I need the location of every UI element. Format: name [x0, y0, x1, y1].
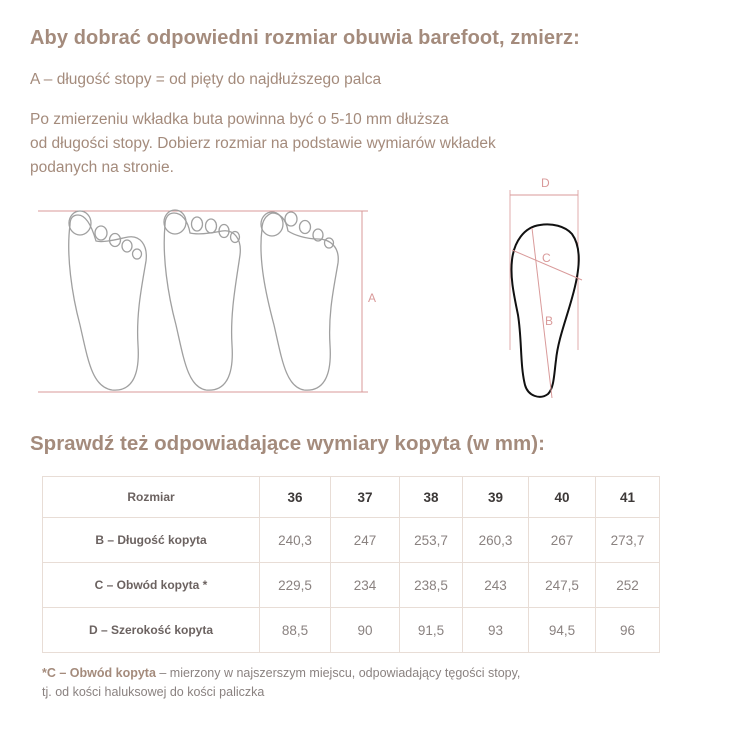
table-cell: 247	[331, 518, 400, 563]
footnote-term: *C – Obwód kopyta	[42, 666, 156, 680]
feet-measurement-illustration	[0, 195, 420, 405]
table-cell: 267	[529, 518, 596, 563]
table-cell: 88,5	[260, 608, 331, 653]
table-cell: 238,5	[400, 563, 463, 608]
table-row	[43, 563, 660, 608]
table-cell: 229,5	[260, 563, 331, 608]
table-row	[43, 608, 660, 653]
table-cell: 90	[331, 608, 400, 653]
insole-note	[30, 108, 496, 180]
size-header: 40	[529, 477, 596, 518]
label-b: B	[545, 314, 554, 328]
table-cell: 273,7	[596, 518, 660, 563]
foot-1	[69, 211, 147, 390]
footnote-line	[42, 664, 520, 683]
table-cell: 260,3	[463, 518, 529, 563]
row-label: B – Długość kopyta	[43, 518, 260, 563]
footnote-text: – mierzony w najszerszym miejscu, odpowiadający tęgości stopy,	[155, 666, 521, 680]
label-c: C	[542, 251, 551, 265]
footnote-line: tj. od kości haluksowej do kości paliczka	[42, 685, 265, 699]
foot-2	[164, 210, 240, 390]
size-header: 39	[463, 477, 529, 518]
table-cell: 240,3	[260, 518, 331, 563]
table-cell: 94,5	[529, 608, 596, 653]
table-cell: 253,7	[400, 518, 463, 563]
foot-3	[261, 212, 338, 390]
table-cell: 96	[596, 608, 660, 653]
page-title: Aby dobrać odpowiedni rozmiar obuwia barefoot, zmierz:	[30, 27, 580, 49]
size-header: 38	[400, 477, 463, 518]
table-row	[43, 518, 660, 563]
table-cell: 234	[331, 563, 400, 608]
size-header: 41	[596, 477, 660, 518]
size-header: 37	[331, 477, 400, 518]
table-cell: 252	[596, 563, 660, 608]
insole-note-line: od długości stopy. Dobierz rozmiar na podstawie wymiarów wkładek	[30, 135, 496, 152]
table-cell: 243	[463, 563, 529, 608]
table-header-row	[43, 477, 660, 518]
measure-a-text: A – długość stopy = od pięty do najdłuższego palca	[30, 71, 382, 88]
table-title: Sprawdź też odpowiadające wymiary kopyta (w mm):	[30, 432, 545, 455]
insole-note-line: Po zmierzeniu wkładka buta powinna być o 5-10 mm dłuższa	[30, 111, 449, 128]
size-header: 36	[260, 477, 331, 518]
header-label: Rozmiar	[43, 477, 260, 518]
row-label: C – Obwód kopyta *	[43, 563, 260, 608]
footnote	[42, 664, 520, 702]
shoe-last-illustration	[490, 170, 600, 410]
table-cell: 247,5	[529, 563, 596, 608]
table-cell: 91,5	[400, 608, 463, 653]
insole-note-line: podanych na stronie.	[30, 159, 174, 176]
label-d: D	[541, 176, 550, 190]
label-a: A	[368, 291, 377, 305]
last-dimensions-table	[42, 476, 660, 653]
table-cell: 93	[463, 608, 529, 653]
row-label: D – Szerokość kopyta	[43, 608, 260, 653]
